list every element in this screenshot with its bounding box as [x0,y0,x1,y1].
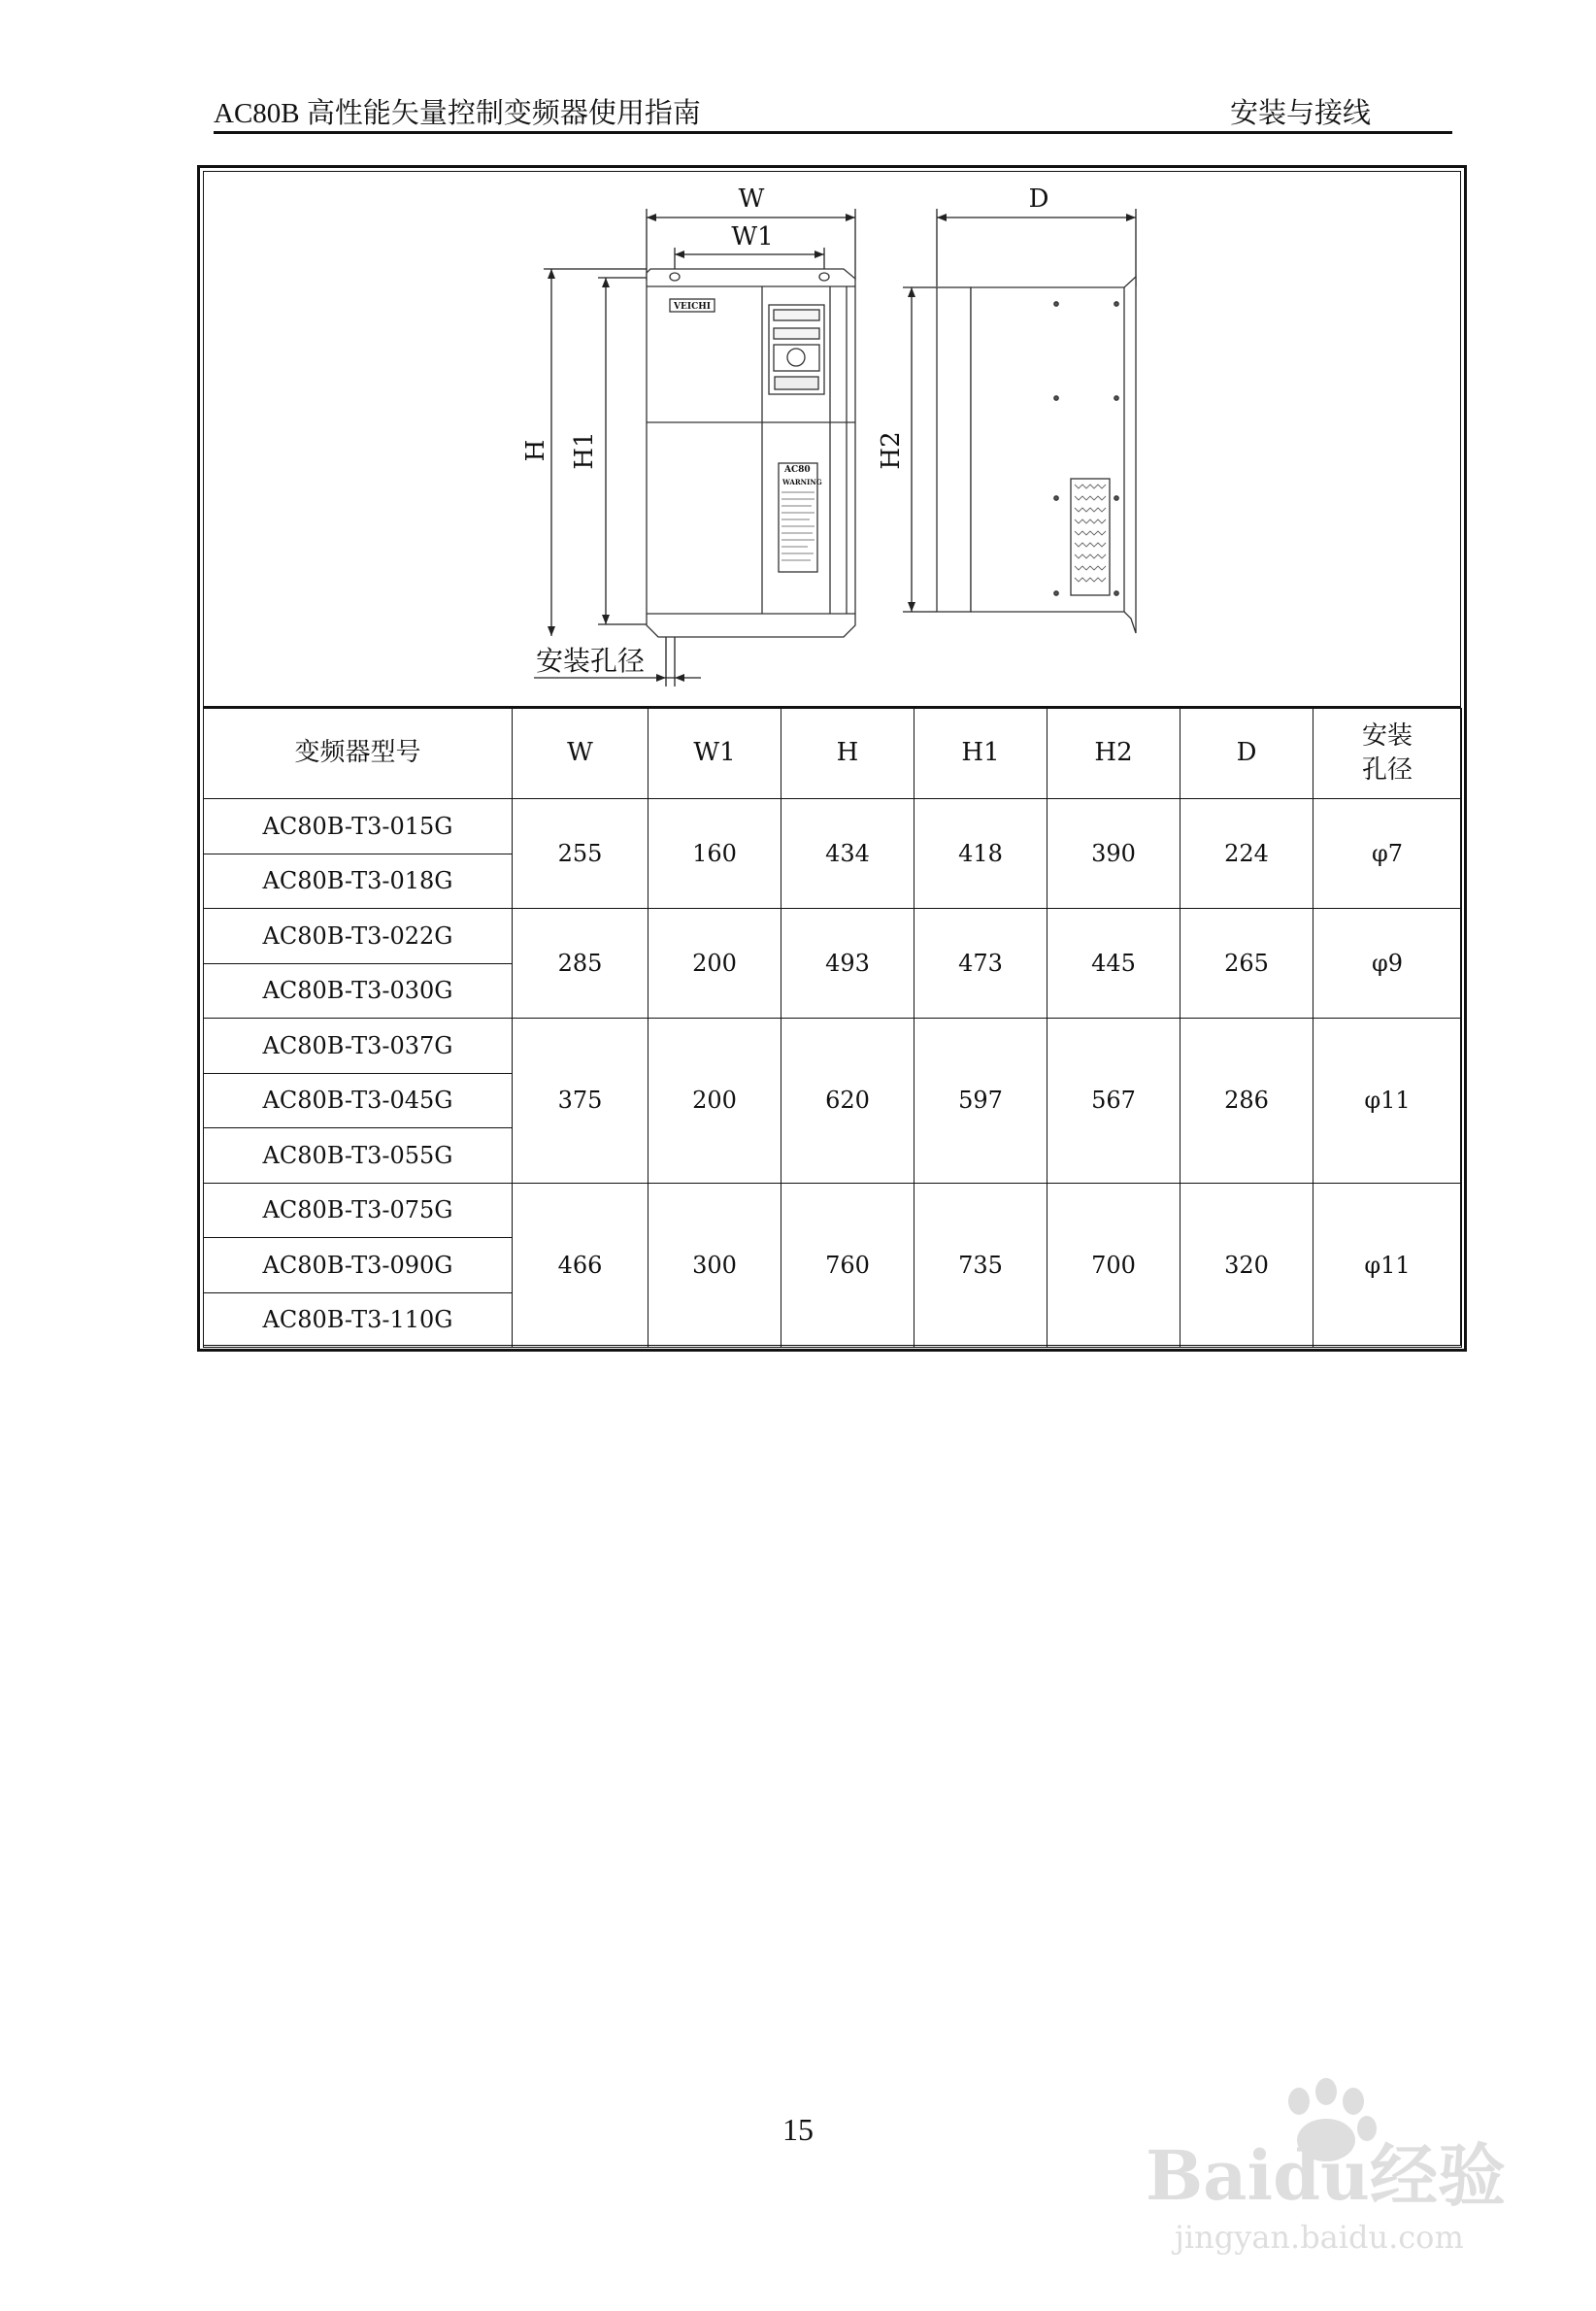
document-title: AC80B 高性能矢量控制变频器使用指南 [214,98,701,129]
header-h1: H1 [914,709,1047,799]
value-cell-d: 265 [1180,909,1313,1019]
model-cell: AC80B-T3-030G [204,963,513,1019]
header-model: 变频器型号 [204,709,513,799]
value-cell-hole: φ11 [1313,1019,1462,1184]
header-d: D [1180,709,1313,799]
model-cell: AC80B-T3-015G [204,799,513,854]
model-cell: AC80B-T3-037G [204,1019,513,1074]
label-mounting-hole: 安装孔径 [536,645,646,677]
model-cell: AC80B-T3-022G [204,909,513,964]
value-cell-h: 760 [781,1183,914,1348]
value-cell-d: 286 [1180,1019,1313,1184]
label-d: D [1028,184,1049,214]
model-cell: AC80B-T3-110G [204,1292,513,1348]
warning-title: WARNING [782,478,822,486]
value-cell-d: 320 [1180,1183,1313,1348]
value-cell-h1: 418 [914,799,1047,909]
header-h2: H2 [1047,709,1180,799]
value-cell-w: 375 [513,1019,648,1184]
front-view [647,269,855,637]
table-row [204,909,1462,964]
label-h2: H2 [877,431,906,470]
value-cell-hole: φ7 [1313,799,1462,909]
value-cell-h: 434 [781,799,914,909]
header-rule [214,131,1452,134]
dimension-table [203,708,1462,1348]
value-cell-hole: φ11 [1313,1183,1462,1348]
model-cell: AC80B-T3-090G [204,1238,513,1293]
value-cell-w1: 200 [648,1019,781,1184]
header-hole-diameter: 安装 孔径 [1313,709,1462,799]
watermark-url: jingyan.baidu.com [1175,2219,1464,2256]
value-cell-d: 224 [1180,799,1313,909]
model-cell: AC80B-T3-075G [204,1183,513,1238]
model-badge: AC80 [784,465,811,475]
value-cell-h1: 597 [914,1019,1047,1184]
label-w1: W1 [731,222,774,251]
side-view [937,277,1136,633]
table-row [204,799,1462,854]
value-cell-h: 620 [781,1019,914,1184]
page-number: 15 [782,2112,814,2147]
model-cell: AC80B-T3-018G [204,854,513,909]
watermark-brand: Baidu经验 [1146,2135,1505,2216]
value-cell-h2: 390 [1047,799,1180,909]
table-row [204,1019,1462,1074]
header-w1: W1 [648,709,781,799]
value-cell-w: 285 [513,909,648,1019]
value-cell-h2: 700 [1047,1183,1180,1348]
value-cell-h1: 735 [914,1183,1047,1348]
value-cell-w1: 160 [648,799,781,909]
table-row [204,1183,1462,1238]
label-h: H [521,439,550,462]
label-h1: H1 [570,431,599,470]
value-cell-h: 493 [781,909,914,1019]
label-w: W [738,184,765,214]
model-cell: AC80B-T3-055G [204,1128,513,1184]
section-title: 安装与接线 [1229,98,1371,129]
value-cell-h1: 473 [914,909,1047,1019]
value-cell-w: 255 [513,799,648,909]
value-cell-hole: φ9 [1313,909,1462,1019]
value-cell-h2: 445 [1047,909,1180,1019]
header-w: W [513,709,648,799]
dimension-diagram [204,172,1460,706]
table-header-row [204,709,1462,799]
model-cell: AC80B-T3-045G [204,1073,513,1128]
value-cell-h2: 567 [1047,1019,1180,1184]
baidu-jingyan-watermark [1136,2068,1505,2262]
value-cell-w1: 200 [648,909,781,1019]
header-h: H [781,709,914,799]
value-cell-w: 466 [513,1183,648,1348]
brand-logo: VEICHI [674,302,711,312]
value-cell-w1: 300 [648,1183,781,1348]
